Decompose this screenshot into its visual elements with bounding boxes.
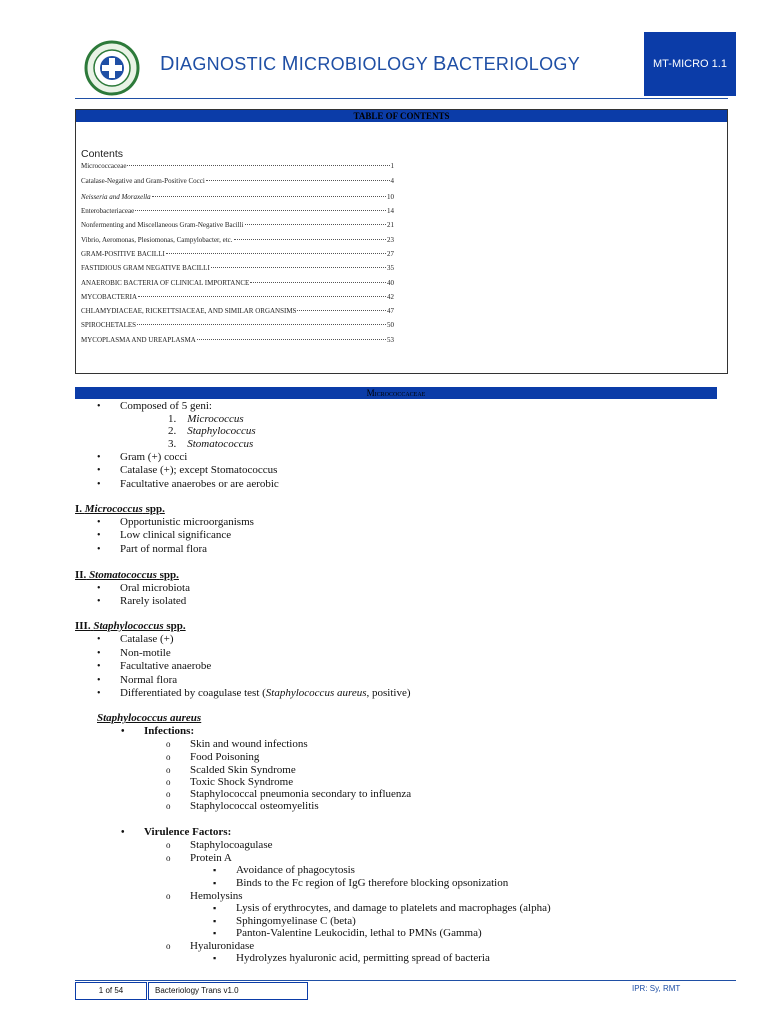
list-item: o Hyaluronidase [190, 940, 254, 953]
list-item: • Facultative anaerobe [120, 660, 211, 673]
list-item: o Toxic Shock Syndrome [190, 776, 293, 789]
toc-entry[interactable]: MYCOPLASMA AND UREAPLASMA 53 [81, 336, 394, 344]
toc-entry[interactable]: Micrococcaceae 1 [81, 162, 394, 170]
page-number: 1 of 54 [75, 982, 147, 1000]
list-item: 1. Micrococcus [168, 413, 244, 425]
list-item: • Catalase (+); except Stomatococcus [120, 464, 277, 477]
list-item: o Protein A [190, 852, 232, 865]
footer-divider [75, 980, 736, 981]
toc-entry[interactable]: Catalase-Negative and Gram-Positive Cocci 4 [81, 177, 394, 185]
section-heading: Micrococcaceae [75, 387, 717, 399]
list-item: o Staphylococcal pneumonia secondary to influenza [190, 788, 411, 801]
list-item: • Part of normal flora [120, 543, 207, 556]
ipr-credit: IPR: Sy, RMT [632, 984, 681, 993]
toc-contents-label: Contents [81, 148, 124, 160]
list-item: o Scalded Skin Syndrome [190, 764, 296, 777]
list-item: ▪ Panton-Valentine Leukocidin, lethal to PMNs (Gamma) [236, 927, 482, 940]
list-item: • Facultative anaerobes or are aerobic [120, 478, 279, 491]
header-divider [75, 98, 728, 99]
toc-entry[interactable]: CHLAMYDIACEAE, RICKETTSIACEAE, AND SIMILAR ORGANSIMS 47 [81, 307, 394, 315]
list-item: • Oral microbiota [120, 582, 190, 595]
list-item: ▪ Binds to the Fc region of IgG therefore blocking opsonization [236, 877, 508, 890]
list-item: o Staphylococcal osteomyelitis [190, 800, 319, 813]
list-item: • Gram (+) cocci [120, 451, 187, 464]
document-title: DIAGNOSTIC MICROBIOLOGY BACTERIOLOGY [160, 53, 581, 75]
list-item: o Staphylocoagulase [190, 839, 272, 852]
toc-entry[interactable]: Nonfermenting and Miscellaneous Gram-Negative Bacilli 21 [81, 221, 394, 229]
list-item: o Food Poisoning [190, 751, 259, 764]
list-item: o Hemolysins [190, 890, 243, 903]
list-item: 3. Stomatococcus [168, 438, 254, 450]
list-item: • Catalase (+) [120, 633, 174, 646]
subsection-heading: I. Micrococcus spp. [75, 503, 165, 515]
subsubsection-heading: Staphylococcus aureus [97, 712, 202, 724]
list-item: • Infections: [144, 725, 194, 738]
document-version: Bacteriology Trans v1.0 [148, 982, 308, 1000]
list-item: o Skin and wound infections [190, 738, 308, 751]
subsection-heading: II. Stomatococcus spp. [75, 569, 179, 581]
toc-heading: TABLE OF CONTENTS [76, 110, 727, 122]
list-item: ▪ Sphingomyelinase C (beta) [236, 915, 356, 928]
list-item: • Normal flora [120, 674, 177, 687]
list-item: • Rarely isolated [120, 595, 186, 608]
toc-entry[interactable]: Enterobacteriaceae 14 [81, 207, 394, 215]
toc-entry[interactable]: FASTIDIOUS GRAM NEGATIVE BACILLI 35 [81, 264, 394, 272]
list-item: • Virulence Factors: [144, 826, 231, 839]
list-item: • Differentiated by coagulase test (Staphylococcus aureus, positive) [120, 687, 411, 700]
list-item: • Composed of 5 geni: [120, 400, 212, 413]
list-item: 2. Staphylococcus [168, 425, 256, 437]
toc-entry[interactable]: MYCOBACTERIA 42 [81, 293, 394, 301]
list-item: • Non-motile [120, 647, 171, 660]
course-code-badge: MT-MICRO 1.1 [644, 32, 736, 96]
college-seal-icon [80, 40, 144, 96]
toc-entry[interactable]: ANAEROBIC BACTERIA OF CLINICAL IMPORTANCE 40 [81, 279, 394, 287]
toc-entry[interactable]: Neisseria and Moraxella 10 [81, 193, 394, 201]
toc-entry[interactable]: SPIROCHETALES 50 [81, 321, 394, 329]
subsection-heading: III. Staphylococcus spp. [75, 620, 186, 632]
list-item: ▪ Hydrolyzes hyaluronic acid, permitting spread of bacteria [236, 952, 490, 965]
list-item: • Low clinical significance [120, 529, 231, 542]
list-item: ▪ Lysis of erythrocytes, and damage to platelets and macrophages (alpha) [236, 902, 551, 915]
toc-entry[interactable]: Vibrio, Aeromonas, Plesiomonas, Campylobacter, etc. 23 [81, 236, 394, 244]
list-item: ▪ Avoidance of phagocytosis [236, 864, 355, 877]
toc-entry[interactable]: GRAM-POSITIVE BACILLI 27 [81, 250, 394, 258]
list-item: • Opportunistic microorganisms [120, 516, 254, 529]
